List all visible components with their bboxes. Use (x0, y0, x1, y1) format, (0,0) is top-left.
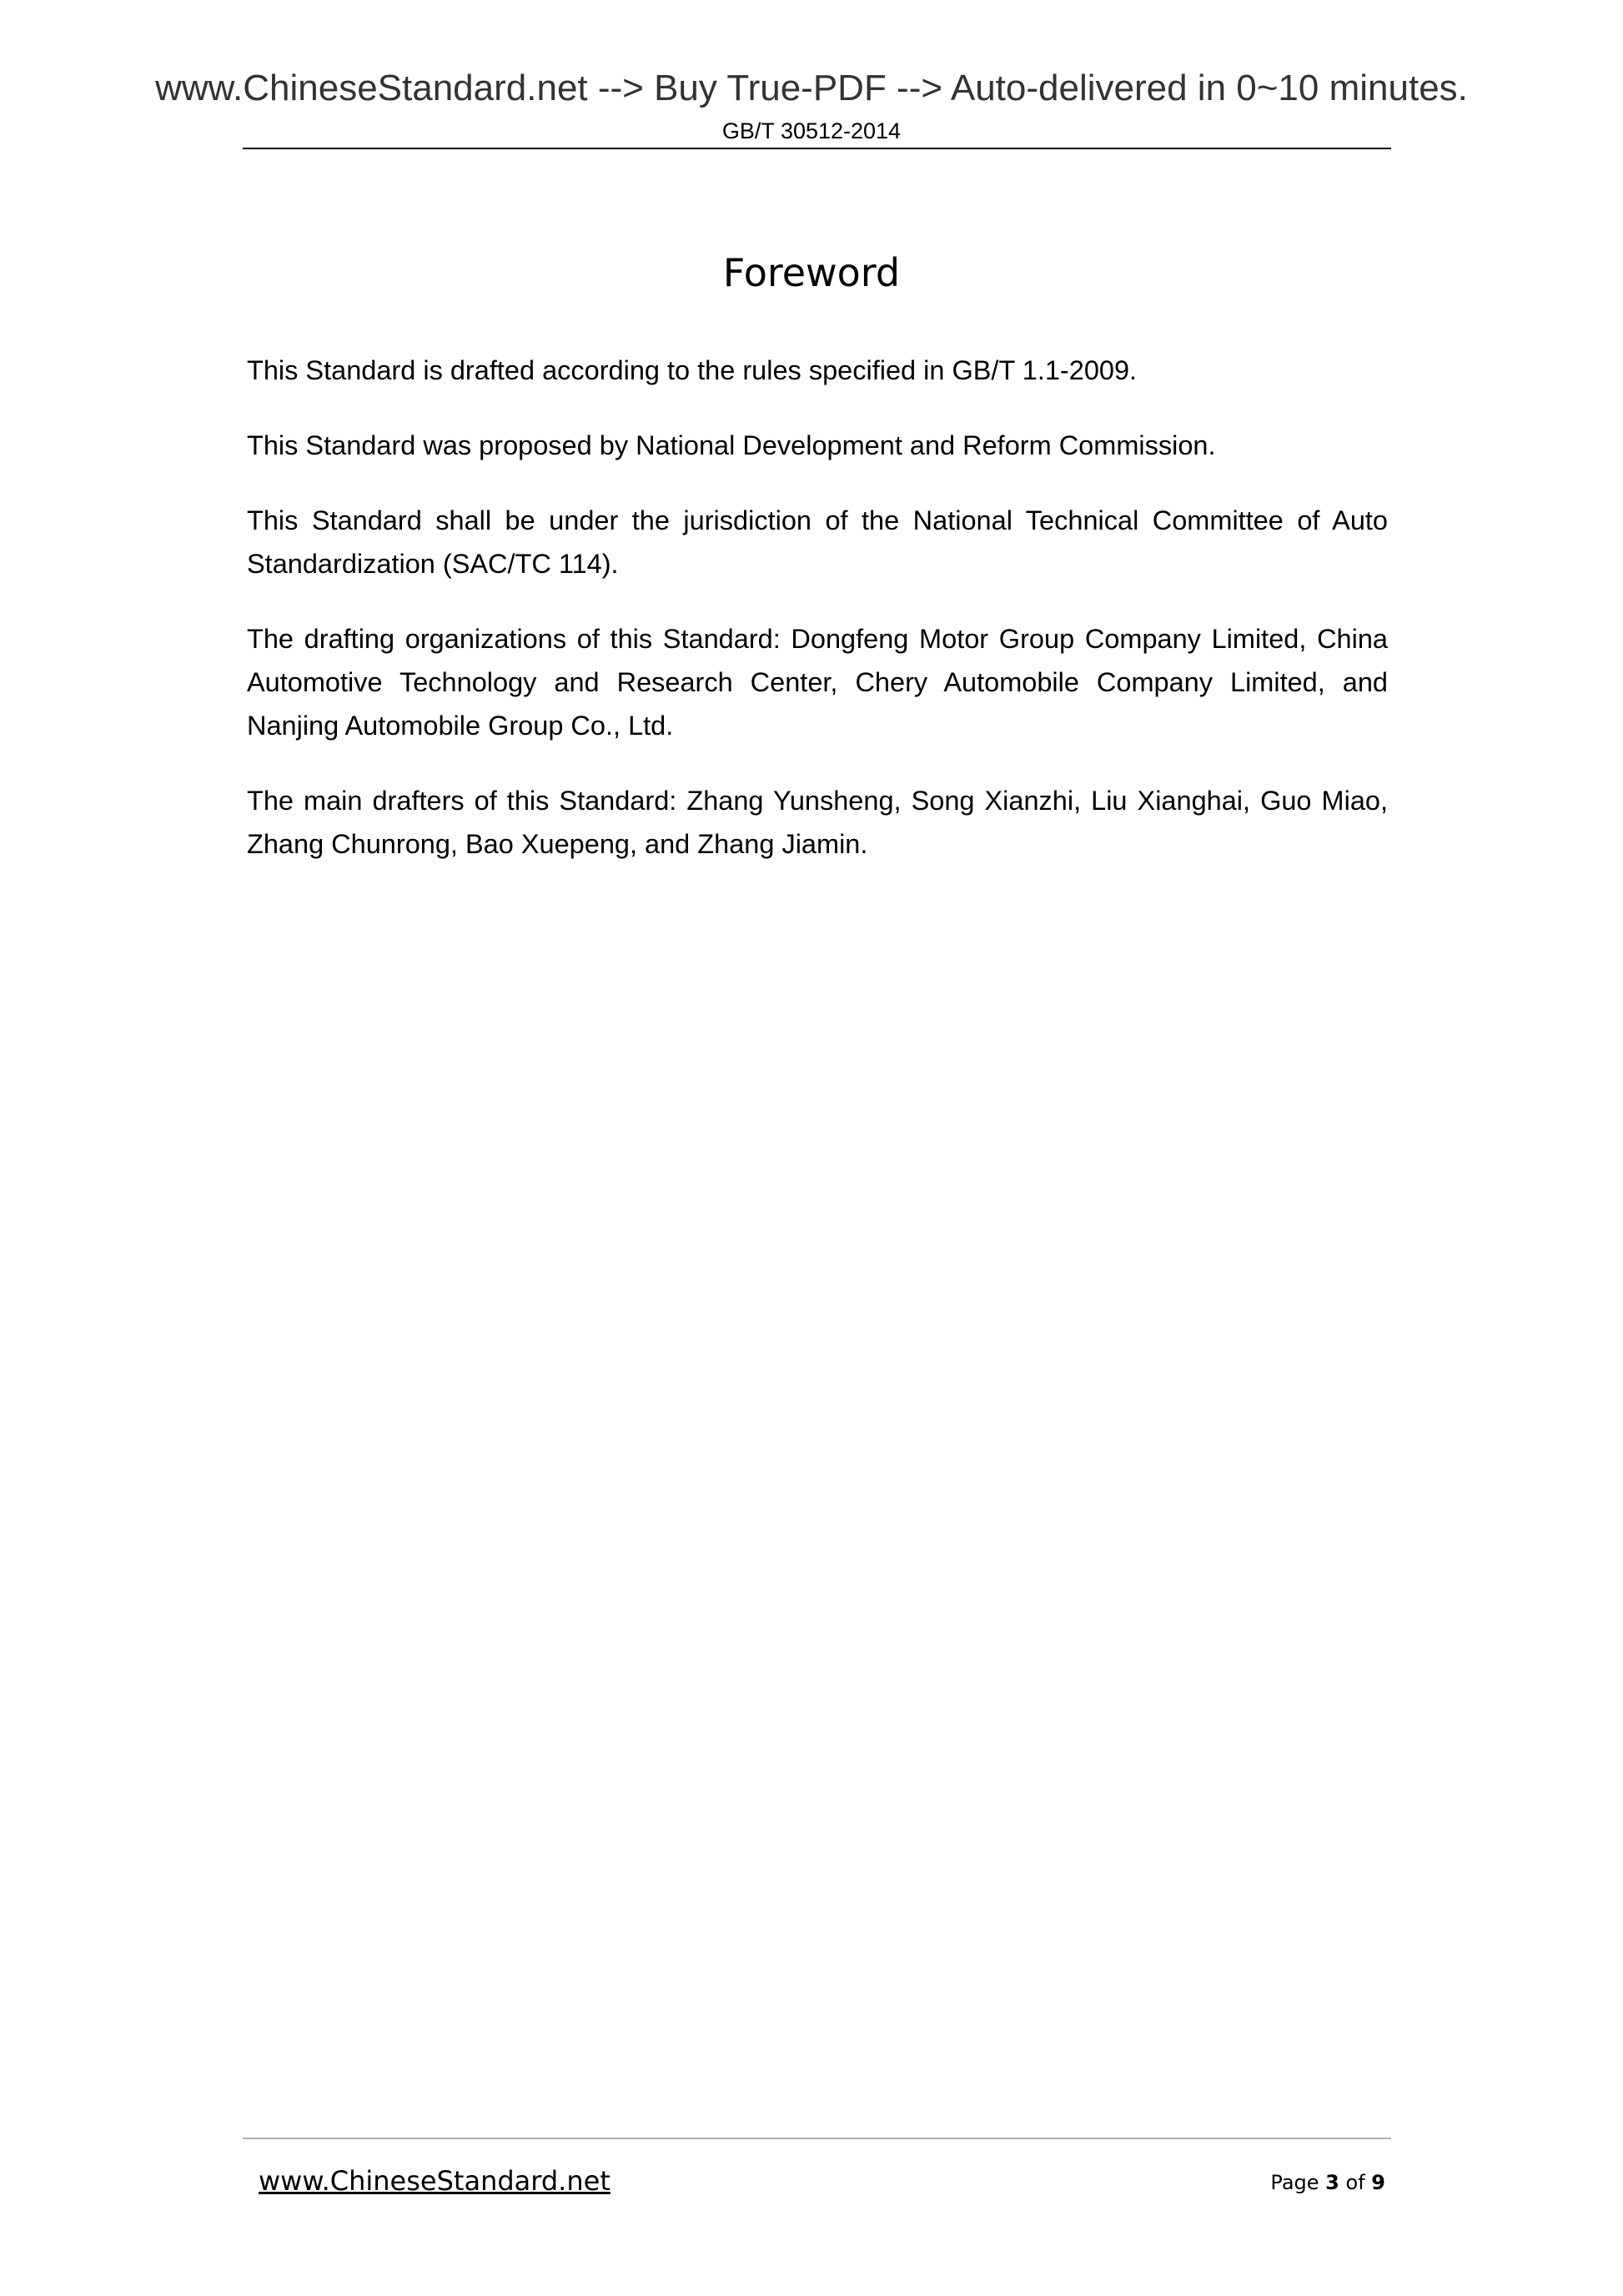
paragraph: This Standard is drafted according to the rules specified in GB/T 1.1-2009. (247, 355, 1138, 385)
page-total: 9 (1371, 2171, 1385, 2194)
paragraph: This Standard was proposed by National Development and Reform Commission. (247, 430, 1216, 460)
paragraph: The drafting organizations of this Standard: Dongfeng Motor Group Company Limited, China Automotive Technology and Research Center, Chery Automobile Company Limited, and Nanjing Automobile Group Co., Ltd. (247, 624, 1388, 741)
footer-website-link[interactable]: www.ChineseStandard.net (259, 2165, 611, 2197)
page-word: Page (1270, 2171, 1319, 2194)
standard-code: GB/T 30512-2014 (721, 118, 902, 143)
footer-rule (243, 2138, 1391, 2139)
header-rule (243, 148, 1391, 149)
page-number (1270, 2168, 1385, 2197)
paragraph: The main drafters of this Standard: Zhang Yunsheng, Song Xianzhi, Liu Xianghai, Guo Miao, Zhang Chunrong, Bao Xuepeng, and Zhang Jiamin. (247, 786, 1388, 859)
paragraph: This Standard shall be under the jurisdiction of the National Technical Committee of Auto Standardization (SAC/TC 114). (247, 505, 1388, 579)
page-of: of (1345, 2171, 1365, 2194)
body-text (247, 349, 1388, 897)
top-banner[interactable]: www.ChineseStandard.net --> Buy True-PDF --> Auto-delivered in 0~10 minutes. (155, 68, 1468, 108)
page-title: Foreword (722, 250, 901, 295)
page-current: 3 (1325, 2171, 1339, 2194)
